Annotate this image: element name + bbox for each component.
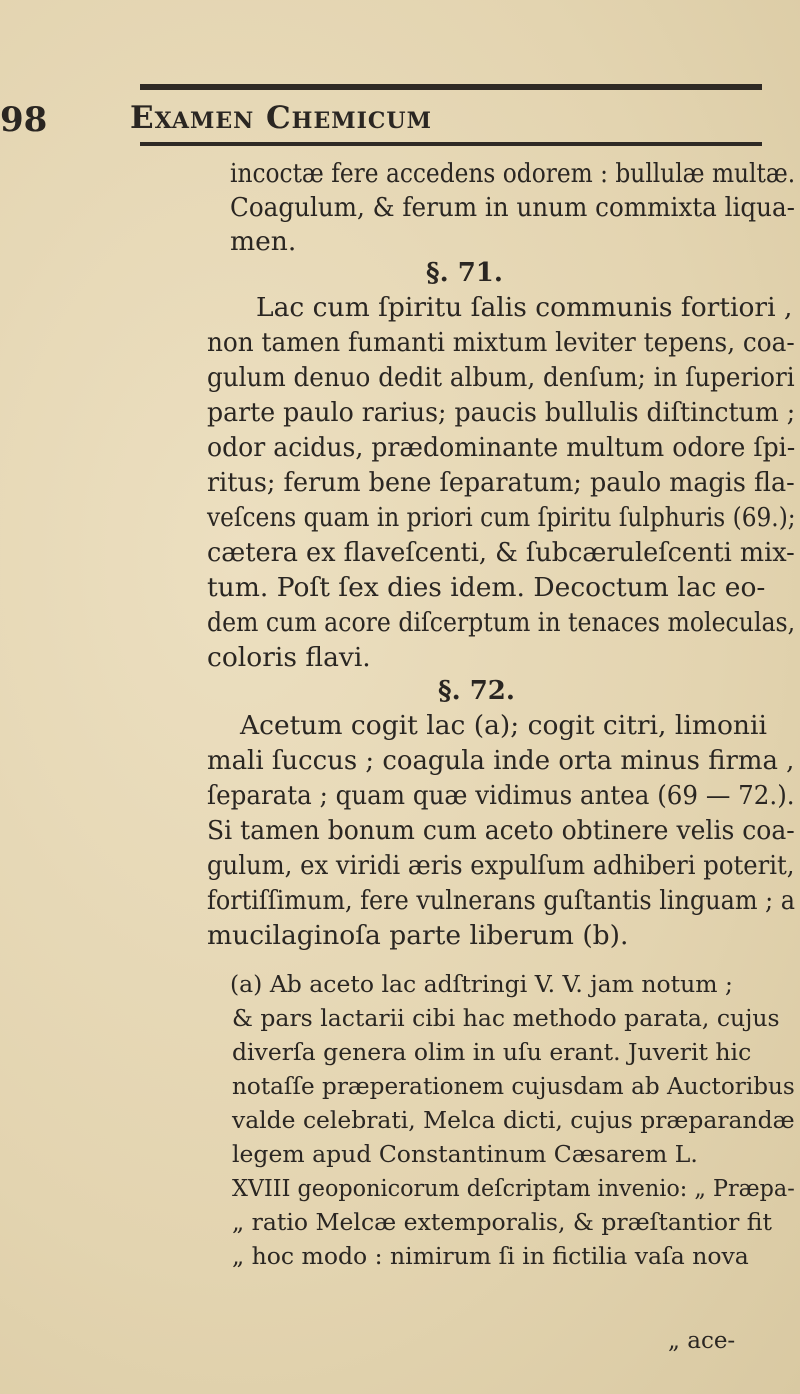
footnote-line: diverſa genera olim in uſu erant. Juverit hic	[232, 1038, 752, 1066]
footnote-line: (a) Ab aceto lac adſtringi V. V. jam notum ;	[230, 970, 733, 998]
text-line: ritus; ferum bene ſeparatum; paulo magis fla-	[207, 467, 795, 498]
running-title: Examen Chemicum	[130, 100, 432, 136]
section-heading: §. 71.	[426, 258, 503, 288]
text-line: cætera ex flaveſcenti, & ſubcæruleſcenti mix-	[207, 537, 795, 568]
header-rule-top	[140, 84, 762, 90]
text-line: gulum denuo dedit album, denſum; in ſuperiori	[207, 362, 795, 393]
text-line: Lac cum ſpiritu ſalis communis fortiori ,	[256, 292, 793, 323]
text-line: mali ſuccus ; coagula inde orta minus firma ,	[207, 745, 795, 776]
footnote-line: „ hoc modo : nimirum ſi in fictilia vaſa nova	[232, 1242, 749, 1270]
footnote-line: „ ratio Melcæ extemporalis, & præſtantior fit	[232, 1208, 772, 1236]
text-line: mucilaginoſa parte liberum (b).	[207, 920, 629, 951]
footnote-line: & pars lactarii cibi hac methodo parata, cujus	[232, 1004, 780, 1032]
text-line: fortiſſimum, fere vulnerans guſtantis linguam ; a	[207, 885, 796, 916]
section-heading: §. 72.	[438, 676, 515, 706]
footnote-line: legem apud Constantinum Cæsarem L.	[232, 1140, 698, 1168]
page-header	[0, 100, 760, 140]
page-number: 98	[0, 100, 48, 140]
footnote-line: XVIII geoponicorum deſcriptam invenio: „ Præpa-	[232, 1174, 795, 1202]
text-line: ſeparata ; quam quæ vidimus antea (69 — 72.).	[207, 780, 795, 811]
text-line: Si tamen bonum cum aceto obtinere velis coa-	[207, 815, 795, 846]
text-line: tum. Poſt ſex dies idem. Decoctum lac eo-	[207, 572, 766, 603]
text-line: gulum, ex viridi æris expulſum adhiberi poterit,	[207, 850, 795, 881]
text-line: veſcens quam in priori cum ſpiritu ſulphuris (69.);	[207, 502, 796, 533]
text-line: parte paulo rarius; paucis bullulis diſtinctum ;	[207, 397, 796, 428]
header-rule-bottom	[140, 142, 762, 146]
text-line: incoctæ fere accedens odorem : bullulæ multæ.	[230, 158, 796, 189]
text-line: odor acidus, prædominante multum odore ſpi-	[207, 432, 796, 463]
footnote-line: valde celebrati, Melca dicti, cujus præparandæ	[232, 1106, 795, 1134]
text-line: dem cum acore diſcerptum in tenaces moleculas,	[207, 607, 796, 638]
text-line: Acetum cogit lac (a); cogit citri, limonii	[240, 710, 767, 741]
footnote-line: notaſſe præperationem cujusdam ab Auctoribus	[232, 1072, 795, 1100]
text-line: non tamen fumanti mixtum leviter tepens, coa-	[207, 327, 795, 358]
catchword: „ ace-	[668, 1328, 736, 1354]
text-line: Coagulum, & ferum in unum commixta liqua-	[230, 192, 795, 223]
text-line: men.	[230, 226, 297, 257]
text-line: coloris flavi.	[207, 642, 371, 673]
